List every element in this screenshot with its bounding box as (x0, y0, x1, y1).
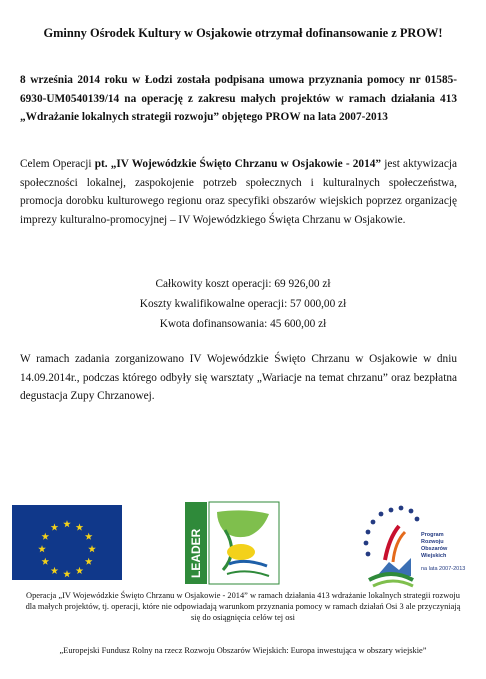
prow-label-line: Rozwoju (421, 539, 444, 545)
eu-flag-logo (12, 505, 122, 580)
prow-label-line: Wiejskich (421, 553, 447, 559)
prow-logo (355, 498, 477, 593)
eu-stars-icon (12, 505, 122, 580)
operation-name: pt. „IV Wojewódzkie Święto Chrzanu w Osjakowie - 2014” (94, 158, 382, 170)
cost-summary (0, 274, 486, 334)
footer-eafrd-slogan: „Europejski Fundusz Rolny na rzecz Rozwoju Obszarów Wiejskich: Europa inwestująca w obszary wiejskie” (59, 646, 427, 655)
prow-label (421, 532, 447, 560)
goal-description: jest aktywizacja społeczności lokalnej, zaspokojenie potrzeb społecznych i kulturalnych społeczeństwa, promocja dorobku kulturowego regionu oraz specyfiki obszarów wiejskich poprzez organizację imprezy kulturalno-promocyjnej – IV Wojewódzkiego Święta Chrzanu w Osjakowie. (20, 158, 457, 226)
document-title: Gminny Ośrodek Kultury w Osjakowie otrzymał dofinansowanie z PROW! (43, 26, 443, 40)
prow-years: na lata 2007-2013 (421, 566, 466, 572)
leader-logo (183, 500, 281, 586)
event-paragraph: W ramach zadania zorganizowano IV Wojewódzkie Święto Chrzanu w Osjakowie w dniu 14.09.2014r., podczas którego odbyły się warsztaty „Wariacje na temat chrzanu” oraz bezpłatna degustacja Zupy Chrzanowej. (20, 353, 457, 402)
goal-intro: Celem Operacji (20, 158, 95, 170)
eligible-cost: Koszty kwalifikowalne operacji: 57 000,00 zł (139, 298, 347, 310)
footer-operation-note: Operacja „IV Wojewódzkie Święto Chrzanu w Osjakowie - 2014” w ramach działania 413 wdrażanie lokalnych strategii rozwoju dla małych projektów, tj. operacji, które nie odpowiadają warunkom przyznania pomocy w ramach działań Osi 3 ale przyczyniają się do osiągnięcia celów tej osi (25, 591, 461, 622)
goal-paragraph (20, 155, 457, 229)
funding-amount: Kwota dofinansowania: 45 600,00 zł (159, 318, 327, 330)
prow-emblem-icon (355, 498, 477, 593)
prow-label-line: Obszarów (421, 546, 448, 552)
total-cost: Całkowity koszt operacji: 69 926,00 zł (155, 278, 331, 290)
agreement-paragraph: 8 września 2014 roku w Łodzi została podpisana umowa przyznania pomocy nr 01585-6930-UM0540139/14 na operację z zakresu małych projektów w ramach działania 413 „Wdrażanie lokalnych strategii rozwoju” objętego PROW na lata 2007-2013 (20, 74, 457, 123)
prow-label-line: Program (421, 532, 444, 538)
leader-emblem-icon (183, 500, 281, 586)
leader-text: LEADER (189, 528, 203, 578)
